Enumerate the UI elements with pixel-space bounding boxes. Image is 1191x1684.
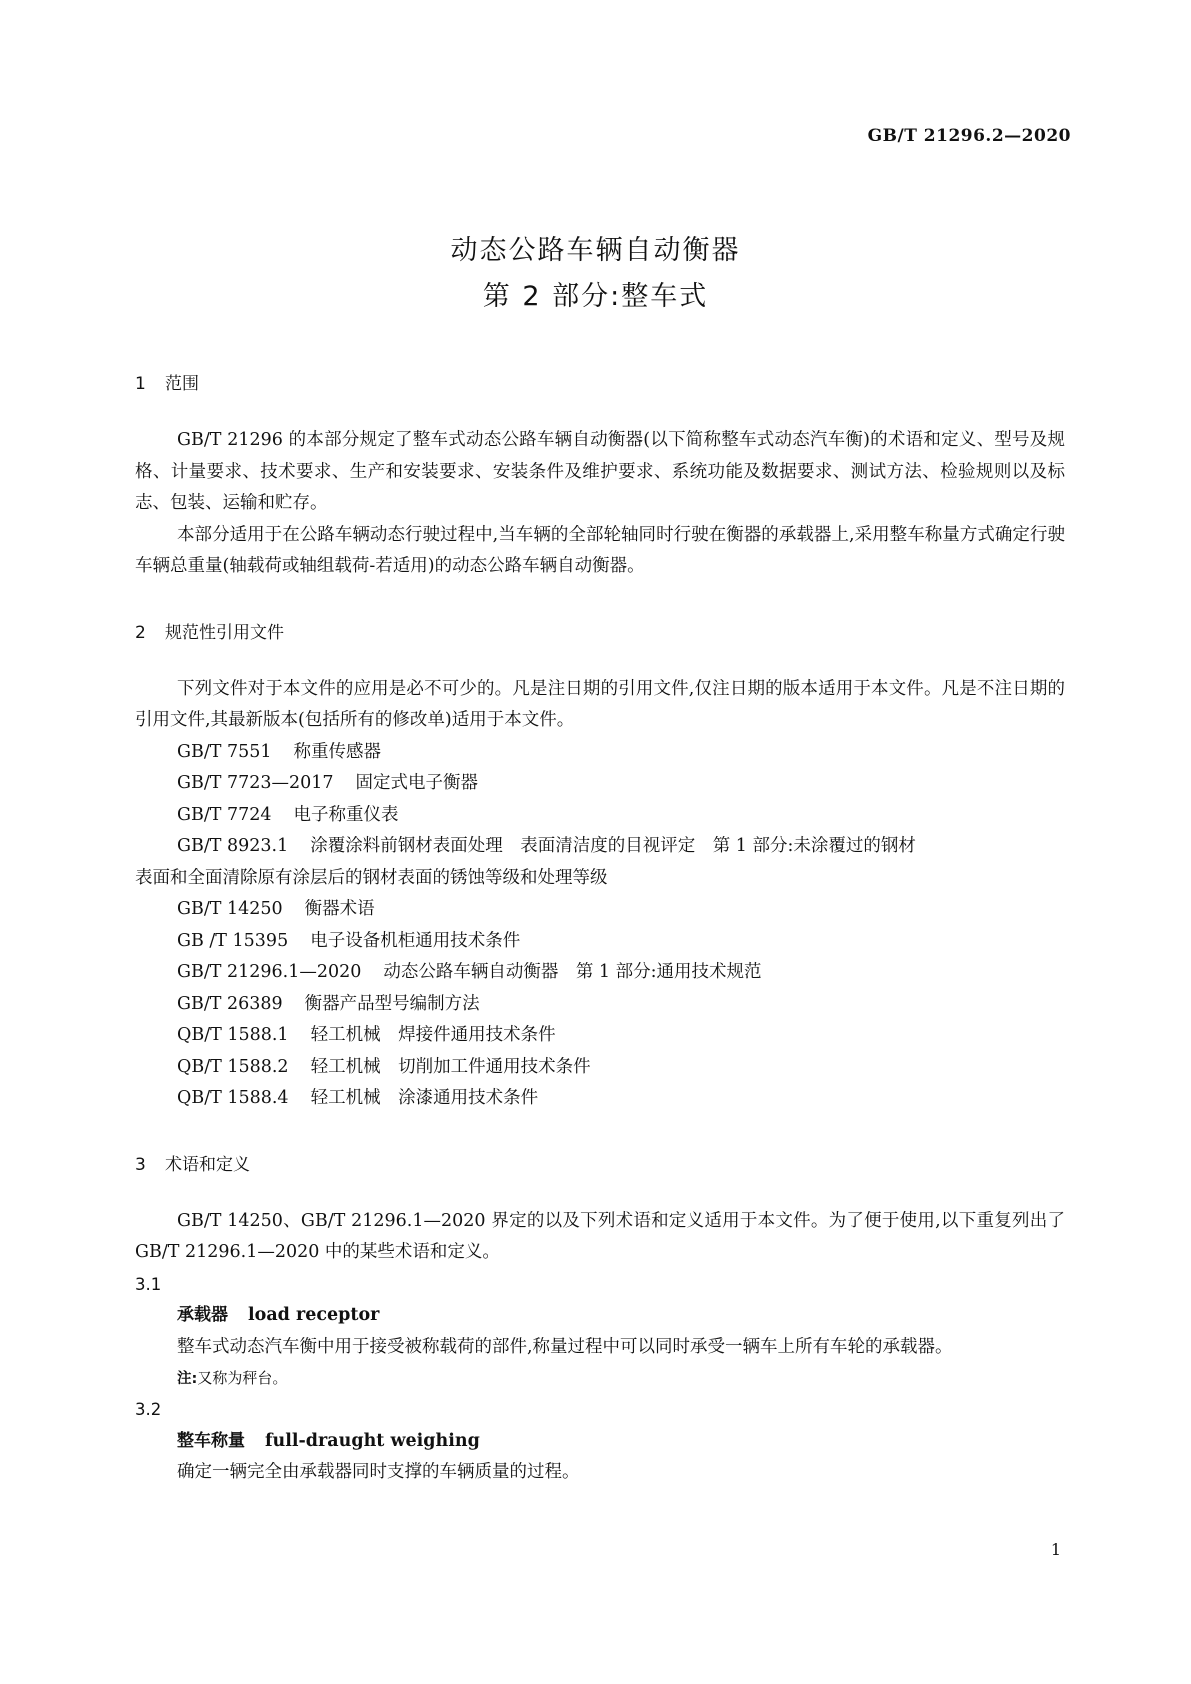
reference-item	[135, 1052, 1065, 1084]
section-number: 1	[135, 374, 146, 394]
references-intro: 下列文件对于本文件的应用是必不可少的。凡是注日期的引用文件,仅注日期的版本适用于本文件。凡是不注日期的引用文件,其最新版本(包括所有的修改单)适用于本文件。	[135, 678, 1065, 730]
document-title: 动态公路车辆自动衡器	[450, 235, 741, 266]
reference-item	[135, 989, 1065, 1021]
reference-item	[135, 737, 1065, 769]
reference-item	[135, 1083, 1065, 1115]
reference-item	[135, 831, 1065, 863]
note-label: 注:	[177, 1371, 198, 1387]
section-heading-normative-references	[135, 617, 1065, 649]
note-text: 又称为秤台。	[197, 1369, 288, 1387]
term-en: load receptor	[248, 1305, 380, 1325]
reference-title: 轻工机械 焊接件通用技术条件	[310, 1025, 556, 1045]
term-number: 3.1	[135, 1274, 162, 1294]
standard-number: GB/T 21296.2—2020	[867, 126, 1071, 146]
reference-code: GB/T 21296.1—2020	[177, 962, 362, 982]
term-heading	[135, 1426, 1065, 1458]
reference-title: 衡器产品型号编制方法	[304, 993, 480, 1014]
reference-title: 动态公路车辆自动衡器 第 1 部分:通用技术规范	[383, 962, 762, 982]
document-subtitle: 第 2 部分:整车式	[482, 281, 709, 312]
section-title: 术语和定义	[165, 1154, 250, 1175]
reference-item	[135, 926, 1065, 958]
section-number: 3	[135, 1154, 146, 1175]
term-en: full-draught weighing	[265, 1430, 480, 1451]
terms-intro: GB/T 14250、GB/T 21296.1—2020 界定的以及下列术语和定义适用于本文件。为了便于使用,以下重复列出了 GB/T 21296.1—2020 中的某些术语和定义。	[135, 1210, 1065, 1262]
reference-item	[135, 800, 1065, 832]
reference-title: 轻工机械 涂漆通用技术条件	[310, 1088, 539, 1108]
reference-code: GB/T 14250	[177, 899, 283, 919]
reference-code: GB/T 7723—2017	[177, 773, 334, 793]
section-title: 范围	[165, 374, 199, 394]
reference-item	[135, 1020, 1065, 1052]
term-note	[135, 1363, 1065, 1394]
scope-paragraph-2: 本部分适用于在公路车辆动态行驶过程中,当车辆的全部轮轴同时行驶在衡器的承载器上,采用整车称量方式确定行驶车辆总重量(轴载荷或轴组载荷-若适用)的动态公路车辆自动衡器。	[135, 524, 1065, 576]
reference-title-continuation: 表面和全面清除原有涂层后的钢材表面的锈蚀等级和处理等级	[135, 867, 608, 888]
term-zh: 承载器	[177, 1305, 228, 1325]
section-title: 规范性引用文件	[165, 622, 284, 643]
section-heading-scope	[135, 368, 1065, 400]
reference-title: 衡器术语	[304, 899, 375, 919]
scope-paragraph-1: GB/T 21296 的本部分规定了整车式动态公路车辆自动衡器(以下简称整车式动态汽车衡)的术语和定义、型号及规格、计量要求、技术要求、生产和安装要求、安装条件及维护要求、系统功能及数据要求、测试方法、检验规则以及标志、包装、运输和贮存。	[135, 430, 1065, 513]
reference-code: GB/T 7551	[177, 741, 272, 762]
reference-code: QB/T 1588.2	[177, 1056, 289, 1077]
reference-title: 电子称重仪表	[293, 804, 399, 825]
reference-title: 称重传感器	[293, 741, 382, 762]
section-number: 2	[135, 622, 146, 643]
reference-title: 固定式电子衡器	[355, 773, 479, 793]
reference-item	[135, 894, 1065, 926]
reference-code: GB/T 26389	[177, 993, 283, 1014]
term-definition: 整车式动态汽车衡中用于接受被称载荷的部件,称量过程中可以同时承受一辆车上所有车轮的承载器。	[177, 1336, 953, 1357]
reference-code: QB/T 1588.4	[177, 1088, 289, 1108]
term-definition: 确定一辆完全由承载器同时支撑的车辆质量的过程。	[177, 1462, 580, 1482]
reference-title: 涂覆涂料前钢材表面处理 表面清洁度的目视评定 第 1 部分:未涂覆过的钢材	[310, 836, 916, 856]
reference-code: QB/T 1588.1	[177, 1025, 289, 1045]
reference-code: GB/T 8923.1	[177, 836, 289, 856]
reference-item	[135, 957, 1065, 989]
reference-title: 轻工机械 切削加工件通用技术条件	[310, 1056, 591, 1077]
term-heading	[135, 1300, 1065, 1332]
section-heading-terms	[135, 1149, 1065, 1181]
term-number: 3.2	[135, 1400, 162, 1419]
reference-code: GB/T 7724	[177, 804, 272, 825]
page-number: 1	[1050, 1540, 1061, 1559]
reference-title: 电子设备机柜通用技术条件	[310, 930, 521, 951]
term-zh: 整车称量	[177, 1430, 245, 1451]
document-body	[135, 368, 1065, 1489]
reference-code: GB /T 15395	[177, 930, 289, 951]
reference-item	[135, 768, 1065, 800]
